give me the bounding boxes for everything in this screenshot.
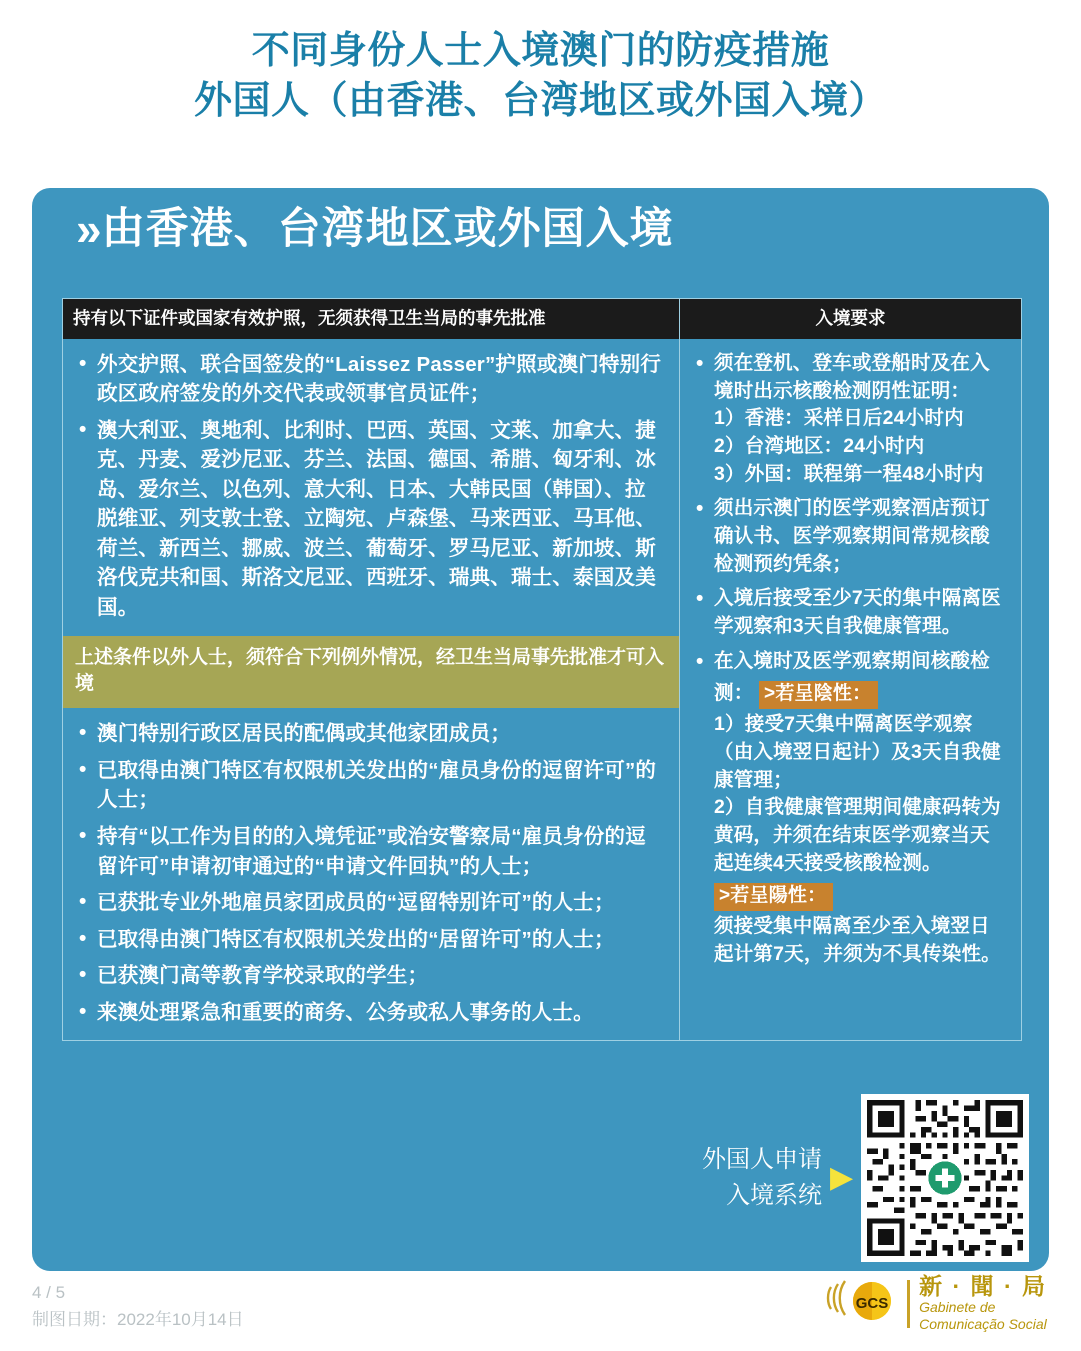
svg-text:GCS: GCS	[855, 1295, 889, 1313]
list-item	[694, 648, 1007, 969]
card-heading-label: 由香港、台湾地区或外国入境	[101, 204, 674, 253]
qr-label	[652, 1142, 822, 1214]
logo-divider	[907, 1280, 910, 1328]
status-badge-negative: >若呈陰性：	[759, 681, 878, 709]
qr-label-line-1: 外国人申请	[702, 1146, 822, 1173]
logo-text-pt-2: Comunicação Social	[919, 1316, 1047, 1333]
logo-text-cn: 新 · 聞 · 局	[919, 1273, 1047, 1300]
list-item: • 持有“以工作为目的的入境凭证”或治安警察局“雇员身份的逗留许可”申请初审通过的“申请文件回执”的人士；	[77, 822, 665, 881]
table-column-left	[63, 299, 680, 1040]
left-column-subheader: 上述条件以外人士，须符合下列例外情况，经卫生当局事先批准才可入境	[63, 636, 679, 709]
right-column-body	[680, 339, 1021, 981]
title-line-2: 外国人（由香港、台湾地区或外国入境）	[193, 80, 887, 123]
logo-text-pt-1: Gabinete de	[919, 1299, 996, 1316]
negative-item: 1）接受7天集中隔离医学观察（由入境翌日起计）及3天自我健康管理；	[714, 713, 1001, 791]
left-items-list	[63, 339, 679, 636]
card-heading	[32, 188, 1049, 262]
list-subitem: 2）台湾地区：24小时内	[714, 434, 925, 457]
left-column-header: 持有以下证件或国家有效护照，无须获得卫生当局的事先批准	[63, 299, 679, 339]
title-line-1: 不同身份人士入境澳门的防疫措施	[251, 30, 830, 72]
qr-application-block[interactable]	[652, 1093, 1042, 1263]
list-item-text: 须在登机、登车或登船时及在入境时出示核酸检测阴性证明：	[714, 351, 990, 402]
list-item: • 须出示澳门的医学观察酒店预订确认书、医学观察期间常规核酸检测预约凭条；	[694, 495, 1007, 578]
gcs-logo	[825, 1274, 1047, 1333]
list-item	[694, 350, 1007, 488]
status-badge-positive: >若呈陽性：	[714, 883, 833, 911]
left-column-body	[63, 339, 679, 636]
requirements-table	[62, 298, 1022, 1041]
play-arrow-icon: ▶	[830, 1161, 854, 1194]
double-chevron-right-icon: »	[76, 203, 96, 255]
left-items-list-2	[63, 708, 679, 1040]
list-item: • 已取得由澳门特区有权限机关发出的“雇员身份的逗留许可”的人士；	[77, 756, 665, 815]
list-item: • 外交护照、联合国签发的“Laissez Passer”护照或澳门特别行政区政府签发的外交代表或领事官员证件；	[77, 350, 665, 409]
left-column-body-2	[63, 708, 679, 1040]
list-item: • 已取得由澳门特区有权限机关发出的“居留许可”的人士；	[77, 925, 665, 955]
qr-code-icon[interactable]	[861, 1094, 1029, 1262]
chart-date: 制图日期：2022年10月14日	[32, 1309, 244, 1329]
list-subitem: 1）香港：采样日后24小时内	[714, 407, 964, 430]
list-subitem: 3）外国：联程第一程48小时内	[714, 462, 984, 485]
list-item: • 来澳处理紧急和重要的商务、公务或私人事务的人士。	[77, 998, 665, 1028]
footer	[32, 1279, 244, 1333]
qr-code-svg	[867, 1100, 1023, 1256]
page-number: 4 / 5	[32, 1282, 66, 1302]
right-items-list	[680, 339, 1021, 981]
list-item: • 已获澳门高等教育学校录取的学生；	[77, 961, 665, 991]
list-item: • 入境后接受至少7天的集中隔离医学观察和3天自我健康管理。	[694, 585, 1007, 640]
health-emblem-icon	[926, 1159, 964, 1197]
page-title	[0, 0, 1081, 126]
qr-label-line-2: 入境系统	[726, 1182, 822, 1209]
gcs-logo-svg	[825, 1275, 899, 1327]
gcs-logo-icon	[825, 1275, 899, 1332]
positive-item: 须接受集中隔离至少至入境翌日起计第7天，并须为不具传染性。	[714, 914, 1001, 965]
table-column-right	[680, 299, 1021, 1040]
list-item: • 澳门特别行政区居民的配偶或其他家团成员；	[77, 719, 665, 749]
list-item: • 已获批专业外地雇员家团成员的“逗留特别许可”的人士；	[77, 888, 665, 918]
logo-text	[919, 1274, 1047, 1333]
info-card	[32, 188, 1049, 1271]
list-item-text: 在入境时及医学观察期间核酸检测：	[714, 649, 990, 705]
right-column-header: 入境要求	[680, 299, 1021, 339]
list-item: • 澳大利亚、奥地利、比利时、巴西、英国、文莱、加拿大、捷克、丹麦、爱沙尼亚、芬兰、法国、德国、希腊、匈牙利、冰岛、爱尔兰、以色列、意大利、日本、大韩民国（韩国）、拉脱维亚、列支敦士登、立陶宛、卢森堡、马来西亚、马耳他、荷兰、新西兰、挪威、波兰、葡萄牙、罗马尼亚、新加坡、斯洛伐克共和国、斯洛文尼亚、西班牙、瑞典、瑞士、泰国及美国。	[77, 416, 665, 623]
negative-item: 2）自我健康管理期间健康码转为黄码，并须在结束医学观察当天起连续4天接受核酸检测。	[714, 796, 1001, 874]
